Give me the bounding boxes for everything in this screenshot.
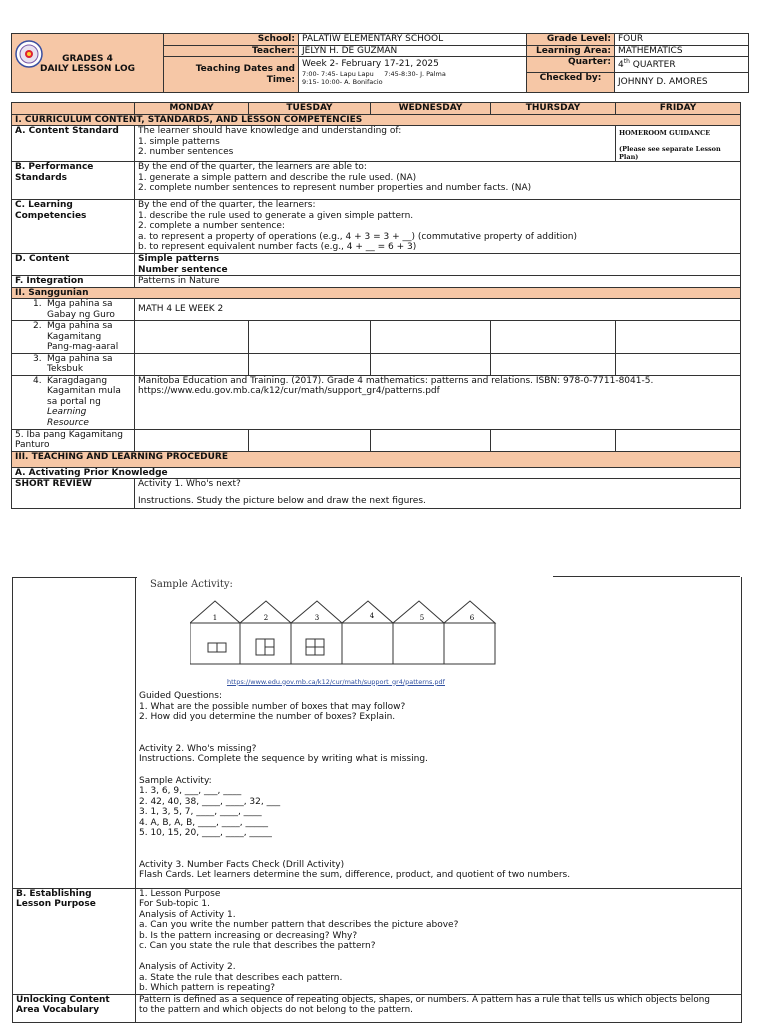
house-1 [190,601,240,664]
purpose-label [13,888,136,994]
performance-label [12,162,135,200]
ref1-num: 1. [33,299,42,309]
header-title-line2: DAILY LESSON LOG [40,64,135,74]
purpose-label-line2: Lesson Purpose [16,899,96,909]
ref2-monday [135,321,249,354]
house-number: 2 [263,613,269,622]
competencies-value [135,200,741,254]
sample2-line: Sample Activity: [139,775,212,786]
ref1-line2: Gabay ng Guro [47,309,115,320]
purpose-line [139,952,738,963]
ref3-label [12,353,135,375]
vocab-label-line2: Area Vocabulary [16,1005,100,1015]
integration-label: F. Integration [12,276,135,288]
competencies-line: b. to represent equivalent number facts (e.g., 4 + __ = 6 + 3) [138,242,417,252]
sample2-line: 1. 3, 6, 9, ___, ___, ____ [139,786,242,796]
purpose-line: a. Can you write the number pattern that describes the picture above? [139,920,459,930]
quarter-sup: th [623,58,630,65]
days-header-row [12,103,741,115]
content-standard-value [135,126,616,162]
houses-pattern-figure [190,599,500,674]
content-line1: Simple patterns [138,254,220,264]
house-2 [240,601,291,664]
competencies-label [12,200,135,254]
performance-line: 1. generate a simple pattern and describe the rule used. (NA) [138,172,417,183]
ref4-line2: Kagamitan mula [47,386,121,396]
guided-line: 1. What are the possible number of boxes that may follow? [139,701,406,712]
ref3-thursday [491,353,616,375]
ref2-num: 2. [33,321,42,331]
ref2-friday [616,321,741,354]
dates-value-cell [299,57,527,93]
lesson-table [11,102,740,509]
ref2-line1: Mga pahina sa [47,321,113,331]
purpose-label-line1: B. Establishing [16,888,92,899]
teacher-label: Teacher: [164,45,299,57]
content-standard-line: The learner should have knowledge and understanding of: [138,126,402,136]
sample2-line: 2. 42, 40, 38, ____, ____, 32, ___ [139,796,281,807]
integration-value: Patterns in Nature [135,276,741,288]
ref4-label [12,375,135,429]
content-standard-label: A. Content Standard [12,126,135,162]
competencies-line: 2. complete a number sentence: [138,221,285,231]
purpose-line: c. Can you state the rule that describes the pattern? [139,941,376,951]
house-number: 6 [469,613,475,622]
area-label: Learning Area: [527,45,615,57]
homeroom-guidance: HOMEROOM GUIDANCE [619,129,711,137]
ref3-friday [616,353,741,375]
activity3 [139,860,738,881]
guided-questions [139,691,738,723]
house-4 [342,601,393,664]
purpose-value [136,888,742,994]
ref5-tuesday [249,429,371,451]
purpose-line: Analysis of Activity 1. [139,909,236,920]
activity2-line: Instructions. Complete the sequence by writing what is missing. [139,754,428,764]
ref3-line1: Mga pahina sa [47,353,113,364]
content-standard-line: 2. number sentences [138,147,234,157]
ref2-thursday [491,321,616,354]
day-monday: MONDAY [135,103,249,115]
ref3-line2: Teksbuk [47,364,84,374]
house-5 [393,601,444,664]
ref2-wednesday [371,321,491,354]
guided-line: Guided Questions: [139,691,222,701]
competencies-line: 1. describe the rule used to generate a given simple pattern. [138,210,414,221]
section-sanggunian: II. Sanggunian [12,287,741,299]
patterns-link[interactable]: https://www.edu.gov.mb.ca/k12/cur/math/support_gr4/patterns.pdf [227,677,445,686]
day-thursday: THURSDAY [491,103,616,115]
competencies-label-line1: C. Learning [15,200,73,210]
homeroom-note: (Please see separate Lesson Plan) [619,145,721,161]
ref5-line2: Panturo [15,440,50,450]
dates-label: Teaching Dates and Time: [164,57,299,93]
quarter-value [615,57,749,73]
ref2-tuesday [249,321,371,354]
quarter-num: 4 [618,60,624,70]
ref5-monday [135,429,249,451]
ref1-label [12,299,135,321]
deped-seal-icon [15,40,43,68]
activity2 [139,744,738,765]
page2-activities-cell [136,577,742,888]
ref2-line2: Kagamitang [47,331,102,342]
header-title-cell [12,34,164,93]
ref3-num: 3. [33,353,42,364]
ref5-label [12,429,135,451]
times-line2: 9:15- 10:00- A. Bonifacio [302,77,383,86]
purpose-line: b. Is the pattern increasing or decreasing? Why? [139,930,358,941]
vocab-label-line1: Unlocking Content [16,994,110,1005]
vocab-label [13,994,136,1022]
header-block [11,33,748,93]
performance-value [135,162,741,200]
ref4-line5: Resource [47,417,89,428]
purpose-line: Analysis of Activity 2. [139,962,236,972]
purpose-line: 1. Lesson Purpose [139,888,221,899]
grade-value: FOUR [615,34,749,46]
house-number: 4 [369,611,375,620]
house-number: 3 [314,613,320,622]
content-value [135,254,741,276]
sample2-line: 4. A, B, A, B, ____, ____, _____ [139,817,268,828]
house-number: 1 [212,613,218,622]
ref2-label [12,321,135,354]
performance-line: 2. complete number sentences to represent number properties and number facts. (NA) [138,183,532,193]
house-3 [291,601,342,664]
competencies-label-line2: Competencies [15,210,87,221]
sample2-line: 3. 1, 3, 5, 7, ____, ____, ____ [139,807,262,817]
checked-value: JOHNNY D. AMORES [615,73,749,93]
area-value: MATHEMATICS [615,45,749,57]
ref4-citation: Manitoba Education and Training. (2017). Grade 4 mathematics: patterns and relations. ISBN: 978-0-7711-8041-5. [138,375,654,386]
vocab-line: Pattern is defined as a sequence of repeating objects, shapes, or numbers. A pattern has a rule that tells us which objects belong [139,994,710,1005]
quarter-word: QUARTER [629,60,676,70]
purpose-line: b. Which pattern is repeating? [139,983,276,993]
ref3-monday [135,353,249,375]
page2-table [12,577,741,1023]
content-standard-line: 1. simple patterns [138,136,220,147]
day-wednesday: WEDNESDAY [371,103,491,115]
activity1-title: Activity 1. Who's next? [138,479,241,489]
activating-label: A. Activating Prior Knowledge [12,467,741,479]
ref5-friday [616,429,741,451]
vocab-line: to the pattern and which objects do not belong to the pattern. [139,1005,413,1015]
dates-value: Week 2- February 17-21, 2025 [302,59,439,69]
ref4-value [135,375,741,429]
day-tuesday: TUESDAY [249,103,371,115]
performance-label-line1: B. Performance [15,162,94,172]
sample-activity-title: Sample Activity: [150,579,233,590]
school-label: School: [164,34,299,46]
sample2-line: 5. 10, 15, 20, ____, ____, _____ [139,828,272,838]
ref4-line3: sa portal ng [47,396,101,407]
ref4-line1: Karagdagang [47,375,108,386]
short-review-value [135,479,741,509]
school-value: PALATIW ELEMENTARY SCHOOL [299,34,527,46]
ref5-thursday [491,429,616,451]
house-number: 5 [419,613,425,622]
competencies-line: By the end of the quarter, the learners: [138,200,316,210]
activity3-line: Flash Cards. Let learners determine the sum, difference, product, and quotient of two numbers. [139,870,571,880]
ref1-line1: Mga pahina sa [47,299,113,309]
section-procedure: III. TEACHING AND LEARNING PROCEDURE [12,451,741,467]
performance-label-line2: Standards [15,172,68,183]
day-friday: FRIDAY [616,103,741,115]
ref5-line1: 5. Iba pang Kagamitang [15,429,123,440]
teacher-value: JELYN H. DE GUZMAN [299,45,527,57]
short-review-label: SHORT REVIEW [12,479,135,509]
days-header-blank [12,103,135,115]
quarter-label: Quarter: [527,57,615,73]
ref4-line4: Learning [47,407,87,417]
friday-homeroom-cell [616,126,741,162]
activity3-line: Activity 3. Number Facts Check (Drill Activity) [139,859,345,870]
header-title-line1: GRADES 4 [62,53,113,64]
grade-label: Grade Level: [527,34,615,46]
times-line1: 7:00- 7:45- Lapu Lapu 7:45-8:30- J. Palma [302,69,446,78]
ref4-url[interactable]: https://www.edu.gov.mb.ca/k12/cur/math/support_gr4/patterns.pdf [138,386,440,396]
performance-line: By the end of the quarter, the learners are able to: [138,162,367,172]
ref2-line3: Pang-mag-aaral [47,342,119,352]
activity2-line: Activity 2. Who's missing? [139,743,257,754]
ref5-wednesday [371,429,491,451]
purpose-line: a. State the rule that describes each pattern. [139,972,343,983]
activity1-instructions: Instructions. Study the picture below and draw the next figures. [138,495,426,506]
house-6 [444,601,495,664]
guided-line: 2. How did you determine the number of boxes? Explain. [139,712,396,722]
content-line2: Number sentence [138,264,228,275]
section-curriculum: I. CURRICULUM CONTENT, STANDARDS, AND LESSON COMPETENCIES [12,114,741,126]
content-label: D. Content [12,254,135,276]
purpose-line: For Sub-topic 1. [139,899,210,909]
checked-label: Checked by: [527,73,615,93]
vocab-value [136,994,742,1022]
ref3-tuesday [249,353,371,375]
ref3-wednesday [371,353,491,375]
competencies-line: a. to represent a property of operations (e.g., 4 + 3 = 3 + __) (commutative property of addition) [138,231,577,242]
page2-blank-label [13,577,136,888]
ref1-value: MATH 4 LE WEEK 2 [135,299,741,321]
sample-activity2 [139,776,738,839]
ref4-num: 4. [33,375,42,386]
